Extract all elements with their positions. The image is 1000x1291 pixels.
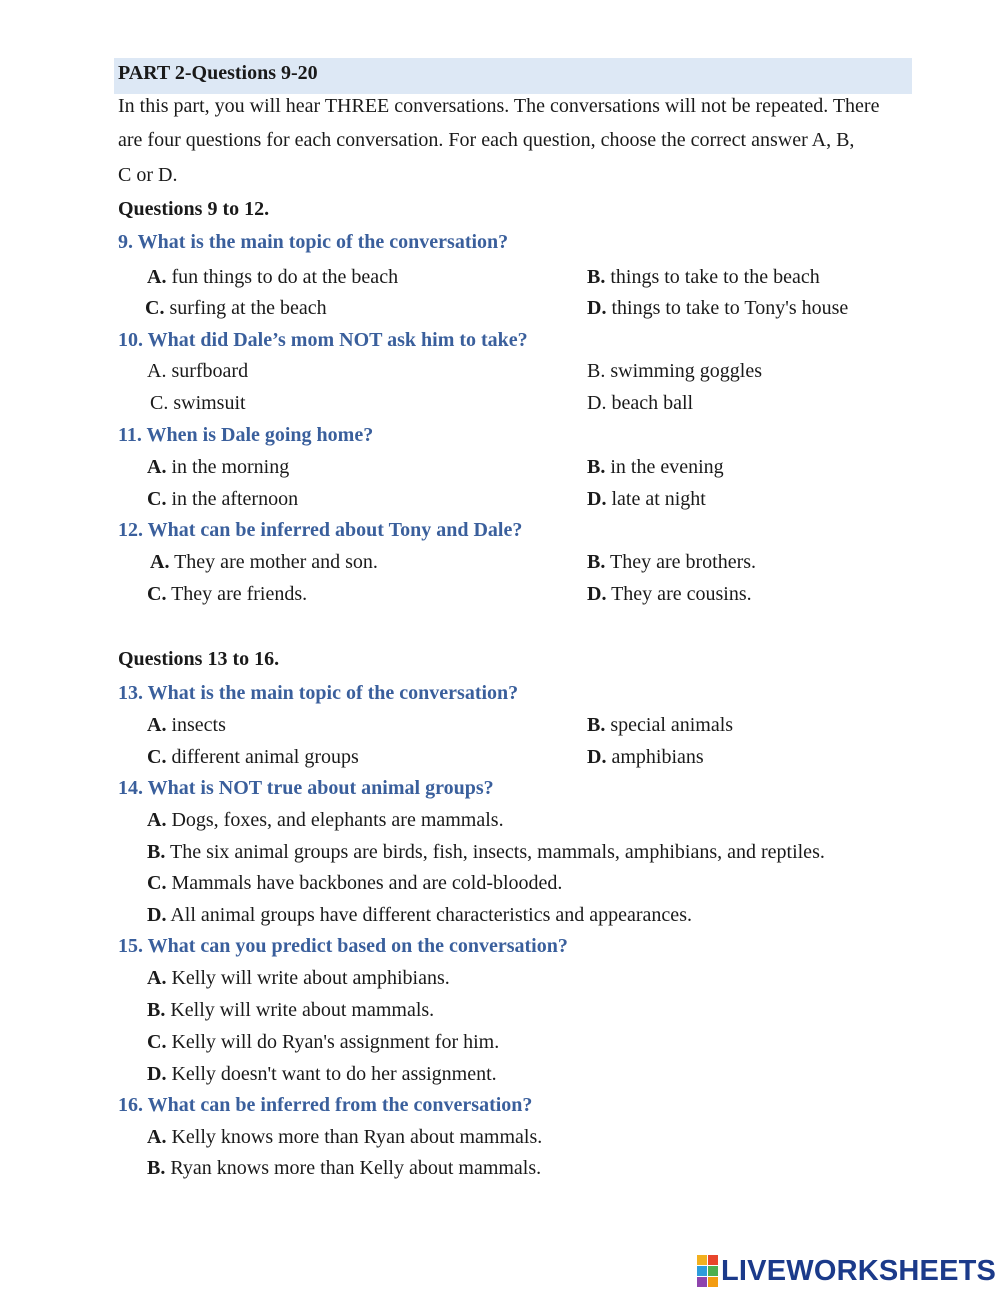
option-10b[interactable]: B. swimming goggles — [587, 360, 763, 382]
option-14d[interactable]: D. All animal groups have different characteristics and appearances. — [147, 904, 692, 926]
option-9a[interactable]: A. fun things to do at the beach — [147, 266, 399, 288]
option-11a[interactable]: A. in the morning — [147, 456, 290, 478]
question-10: 10. What did Dale’s mom NOT ask him to take? — [118, 329, 528, 351]
option-12a[interactable]: A. They are mother and son. — [150, 551, 378, 573]
option-11c[interactable]: C. in the afternoon — [147, 488, 299, 510]
logo-text: LIVEWORKSHEETS — [721, 1254, 997, 1287]
option-14b[interactable]: B. The six animal groups are birds, fish, insects, mammals, amphibians, and reptiles. — [147, 841, 825, 863]
question-13: 13. What is the main topic of the conversation? — [118, 682, 519, 704]
option-15d[interactable]: D. Kelly doesn't want to do her assignment. — [147, 1063, 497, 1085]
option-14a[interactable]: A. Dogs, foxes, and elephants are mammals. — [147, 809, 504, 831]
question-9: 9. What is the main topic of the conversation? — [118, 231, 509, 253]
option-12d[interactable]: D. They are cousins. — [587, 583, 752, 605]
option-9d[interactable]: D. things to take to Tony's house — [587, 297, 849, 319]
question-16: 16. What can be inferred from the conversation? — [118, 1094, 533, 1116]
intro-line-1: In this part, you will hear THREE conversations. The conversations will not be repeated. There — [118, 95, 880, 117]
option-9b[interactable]: B. things to take to the beach — [587, 266, 820, 288]
option-15a[interactable]: A. Kelly will write about amphibians. — [147, 967, 450, 989]
question-12: 12. What can be inferred about Tony and Dale? — [118, 519, 523, 541]
option-14c[interactable]: C. Mammals have backbones and are cold-blooded. — [147, 872, 563, 894]
option-13c[interactable]: C. different animal groups — [147, 746, 359, 768]
option-15b[interactable]: B. Kelly will write about mammals. — [147, 999, 435, 1021]
liveworksheets-logo — [697, 1254, 996, 1288]
logo-square — [697, 1277, 707, 1287]
part-title: PART 2-Questions 9-20 — [118, 62, 318, 84]
question-14: 14. What is NOT true about animal groups? — [118, 777, 494, 799]
option-16a[interactable]: A. Kelly knows more than Ryan about mammals. — [147, 1126, 543, 1148]
section-title-9-12: Questions 9 to 12. — [118, 198, 270, 220]
option-13a[interactable]: A. insects — [147, 714, 226, 736]
option-9c[interactable]: C. surfing at the beach — [145, 297, 327, 319]
option-10c[interactable]: C. swimsuit — [150, 392, 246, 414]
option-16b[interactable]: B. Ryan knows more than Kelly about mammals. — [147, 1157, 542, 1179]
option-12c[interactable]: C. They are friends. — [147, 583, 308, 605]
logo-square — [708, 1266, 718, 1276]
option-13d[interactable]: D. amphibians — [587, 746, 704, 768]
option-12b[interactable]: B. They are brothers. — [587, 551, 757, 573]
option-11d[interactable]: D. late at night — [587, 488, 706, 510]
option-10a[interactable]: A. surfboard — [147, 360, 249, 382]
logo-square — [697, 1255, 707, 1265]
logo-square — [708, 1277, 718, 1287]
liveworksheets-logo-icon — [697, 1255, 718, 1287]
intro-line-3: C or D. — [118, 164, 178, 186]
section-title-13-16: Questions 13 to 16. — [118, 648, 280, 670]
intro-line-2: are four questions for each conversation. For each question, choose the correct answer A, B, — [118, 129, 855, 151]
question-11: 11. When is Dale going home? — [118, 424, 374, 446]
option-11b[interactable]: B. in the evening — [587, 456, 724, 478]
logo-square — [697, 1266, 707, 1276]
question-15: 15. What can you predict based on the conversation? — [118, 935, 568, 957]
option-10d[interactable]: D. beach ball — [587, 392, 694, 414]
option-15c[interactable]: C. Kelly will do Ryan's assignment for him. — [147, 1031, 500, 1053]
logo-square — [708, 1255, 718, 1265]
option-13b[interactable]: B. special animals — [587, 714, 734, 736]
